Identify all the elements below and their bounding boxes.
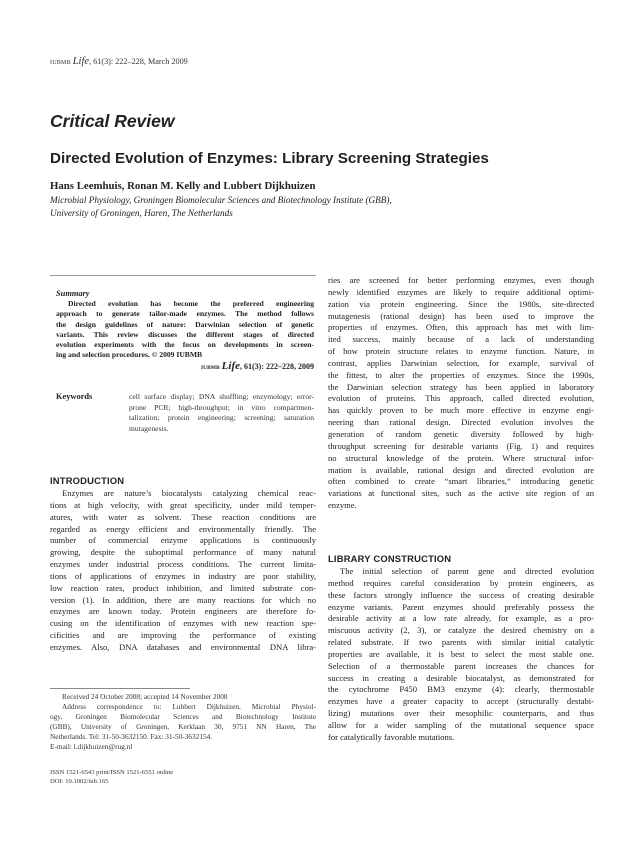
intro-line: low reaction rates, product inhibition, and limited substrate con- [50,582,316,593]
right-line: zation via protein engineering. Since the 1980s, site-directed [328,298,594,309]
right-line: variations at functional sites, such as the active site region of an [328,488,594,499]
intro-line: number of commercial enzyme applications is continuously [50,535,316,546]
intro-line: growing, despite the suboptimal performance of many natural [50,547,316,558]
footnote-line: Netherlands. Tel: 31-50-3632150. Fax: 31-50-3632154. [50,732,213,741]
citation-life: Life [221,360,240,372]
article-title: Directed Evolution of Enzymes: Library Screening Strategies [50,150,489,167]
issn-doi [50,768,173,786]
intro-line: tions of applications of enzymes in industry are poor stability, [50,570,316,581]
keywords-label: Keywords [56,392,93,401]
library-construction-text [328,566,594,744]
intro-line: atures, with water as solvent. These reaction conditions are [50,511,316,522]
right-line: often combined to create “smart libraries,” introducing genetic [328,476,594,487]
intro-line: regarded as energy efficient and environmentally friendly. The [50,523,316,534]
authors: Hans Leemhuis, Ronan M. Kelly and Lubbert Dijkhuizen [50,180,316,192]
libcon-line: enzyme variants. Parent enzymes should preferably possess the [328,601,594,612]
right-line: mation is available, rational design and directed evolution are [328,464,594,475]
footnote-line: Received 24 October 2008; accepted 14 November 2008 [62,692,228,701]
right-line: newly identified enzymes are likely to require additional optimi- [328,286,594,297]
right-line: has quickly proven to be much more effective in enzyme engi- [328,405,594,416]
footnote-line: ogy, Groningen Biomolecular Sciences and Biotechnology Institute [50,712,316,721]
journal-prefix: IUBMB [50,60,71,66]
right-line: contrast, applies Darwinian selection, for example, survival of [328,357,594,368]
right-line: ited success, mainly because of a lack of understanding [328,334,594,345]
introduction-heading: INTRODUCTION [50,475,125,486]
right-line: properties of enzymes. Often, this approach has met with lim- [328,322,594,333]
summary-line: approach to generate tailor-made enzymes. The method follows [56,309,314,319]
footnote-rule [50,688,190,689]
libcon-line: allow for a wider sampling of the mutational sequence space [328,719,594,730]
intro-line: version (1). In addition, there are many reactions for which no [50,594,316,605]
intro-line: enzymes. Also, DNA databases and environmental DNA libra- [50,641,316,652]
right-line: the Darwinian selection strategy has been applied in laboratory [328,381,594,392]
libcon-line: desirable activity at a low rate already, for example, as a pro- [328,613,594,624]
journal-name: Life [72,56,90,67]
intro-line: cusing on the identification of enzymes with new reaction spe- [50,618,316,629]
summary-top-rule [50,275,316,276]
right-line: throughput screening for desirable variants (Fig. 1) and requires [328,440,594,451]
libcon-line: related substrate. If two parents with similar initial catalytic [328,637,594,648]
libcon-line: The initial selection of parent gene and directed evolution [340,566,594,576]
correspondence-footnote [50,692,316,752]
footnote-line: Address correspondence to: Lubbert Dijkhuizen, Microbial Physiol- [62,702,316,711]
right-line: of how protein structure relates to enzyme function. Nature, in [328,346,594,357]
right-line: enzyme. [328,500,357,511]
libcon-line: lizing) mutations over their mesophilic counterparts, and thus [328,708,594,719]
summary-line: Directed evolution has become the preferred engineering [68,299,314,308]
library-construction-heading: LIBRARY CONSTRUCTION [328,553,452,564]
right-line: no structural knowledge of the protein. Where structural infor- [328,452,594,463]
keywords-line: talization; protein engineering; screening; saturation [129,413,314,422]
affiliation-line: University of Groningen, Haren, The Netherlands [50,207,233,218]
affiliation-line: Microbial Physiology, Groningen Biomolecular Sciences and Biotechnology Institute (GBB), [50,195,392,205]
summary-citation [56,360,314,372]
libcon-line: these factors strongly influence the success of creating desirable [328,589,594,600]
libcon-line: for catalytically favorable mutations. [328,731,455,742]
keywords-line: mutagenesis. [129,423,169,433]
libcon-line: properties are available, it is best to select the most stable one. [328,648,594,659]
intro-line: enzymes are known today. Protein engineers are therefore fo- [50,606,316,617]
footnote-line: (GBB), University of Groningen, Kerklaan 30, 9751 NN Haren, The [50,722,316,731]
citation-rest: , 61(3): 222–228, 2009 [240,362,314,371]
intro-line: tions at high velocity, with great specificity, under mild temper- [50,499,316,510]
right-line: the fittest, to alter the properties of enzymes. Since the 1990s, [328,369,594,380]
right-line: evolution of proteins. This approach, called directed evolution, [328,393,594,404]
section-type: Critical Review [50,111,175,131]
right-column-text [328,275,594,512]
libcon-line: miscuous activity (2, 3), or catalyze the desired chemistry on a [328,625,594,636]
issn-line: ISSN 1521-6543 print/ISSN 1521-6551 online [50,769,174,776]
introduction-text [50,488,316,654]
right-line: ries are screened for better performing enzymes, even though [328,275,594,285]
footnote-email: E-mail: l.dijkhuizen@rug.nl [50,742,133,751]
libcon-line: success in creating a desirable biocatalyst, as demonstrated for [328,672,594,683]
keywords-line: prone PCR; high-throughput; in vitro compartmen- [129,402,314,412]
keywords-list [129,392,314,434]
libcon-line: method requires careful consideration by protein engineers, as [328,577,594,588]
citation-prefix: IUBMB [201,365,220,371]
doi-line: DOI: 10.1002/iub.165 [50,778,109,786]
affiliation [50,194,610,219]
intro-line: Enzymes are nature’s biocatalysts catalyzing chemical reac- [62,488,316,498]
libcon-line: enzymes have a greater capacity to accept (structurally destabi- [328,696,594,707]
libcon-line: the cytochrome P450 BM3 enzyme (4): clearly, thermostable [328,684,594,695]
summary-heading: Summary [56,289,90,298]
summary-line: ing and selection procedures. © 2009 IUBMB [56,350,203,360]
journal-citation-header [50,56,188,67]
intro-line: cificities and are improving the performance of existing [50,630,316,641]
keywords-line: cell surface display; DNA shuffling; enzymology; error- [129,392,314,401]
right-line: mutagenesis (rational design) has been used to improve the [328,310,594,321]
summary-line: the design guidelines of nature: Darwinian selection of genetic [56,319,314,329]
summary-line: evolution experiments with the focus on developments in screen- [56,340,314,350]
summary-text [56,299,314,361]
journal-issue: , 61(3): 222–228, March 2009 [89,57,188,66]
libcon-line: Selection of a thermostable parent increases the chances for [328,660,594,671]
intro-line: enzymes under industrial process conditions. The current limita- [50,559,316,570]
right-line: neering than rational design. Directed evolution involves the [328,417,594,428]
right-line: generation of random genetic diversity followed by high- [328,428,594,439]
summary-line: variants. This review discusses the different stages of directed [56,329,314,339]
